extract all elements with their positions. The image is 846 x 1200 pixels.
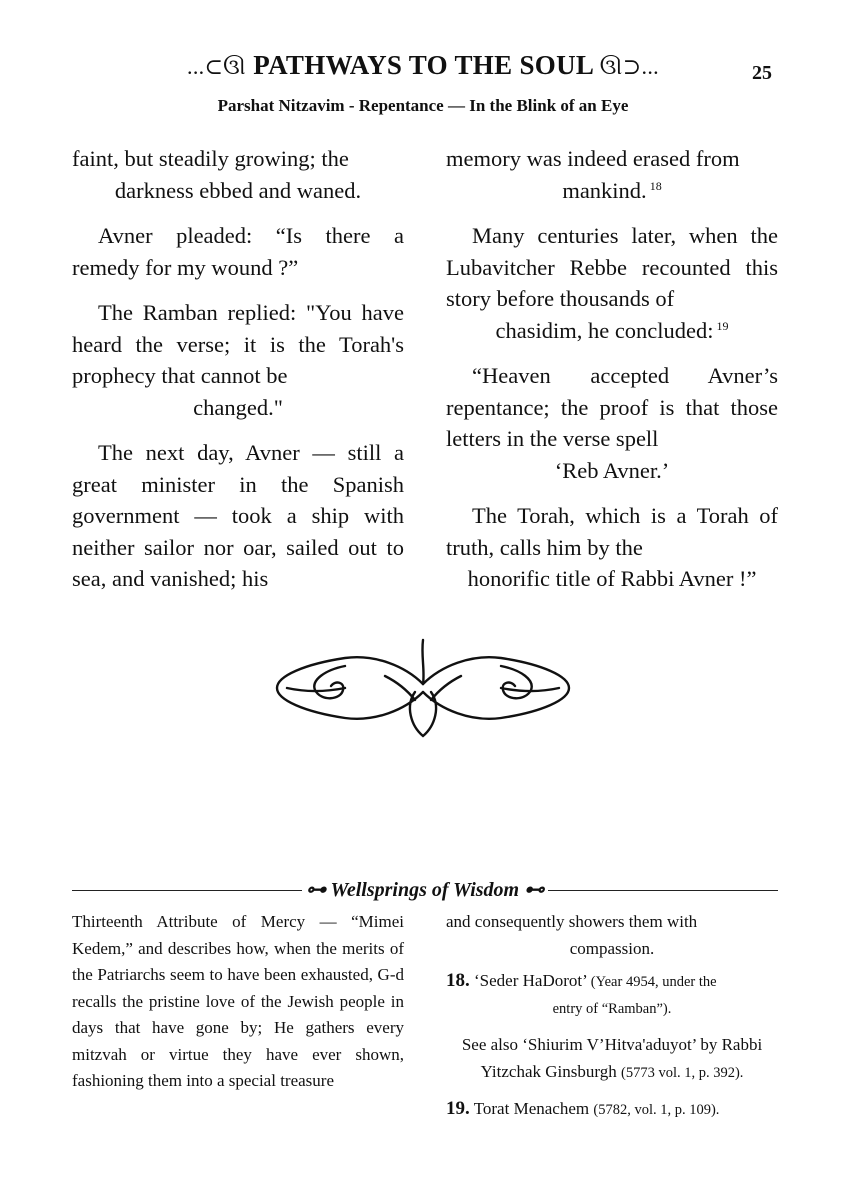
paragraph bbox=[72, 297, 404, 423]
body-column-right bbox=[446, 143, 778, 609]
paragraph: The next day, Avner — still a great minister in the Spanish government — took a ship with neither sailor nor oar, sailed out to sea, and vanished; his bbox=[72, 440, 404, 591]
paragraph: Avner pleaded: “Is there a remedy for my wound ?” bbox=[72, 223, 404, 280]
footnote-18 bbox=[446, 968, 778, 1022]
paragraph bbox=[446, 220, 778, 346]
footnote-number: 18. bbox=[446, 970, 470, 991]
footnote-source: Torat Menachem bbox=[473, 1099, 590, 1118]
footnote-column-left bbox=[72, 909, 404, 1095]
footnote-see-also bbox=[446, 1032, 778, 1086]
text-line: ‘Reb Avner.’ bbox=[554, 457, 670, 483]
footnote-detail: (5773 vol. 1, p. 392). bbox=[620, 1064, 744, 1081]
text-line: Many centuries later, when the Lubavitcher Rebbe recounted this story before thousands of bbox=[446, 223, 778, 311]
footnote-detail: entry of “Ramban”). bbox=[552, 1000, 672, 1017]
text-fragment: mankind. bbox=[562, 177, 647, 203]
footnote-ref[interactable]: 18 bbox=[649, 178, 662, 193]
text-line: memory was indeed erased from bbox=[446, 146, 740, 171]
wellsprings-divider bbox=[72, 876, 778, 904]
book-title: PATHWAYS TO THE SOUL bbox=[253, 50, 593, 80]
text-line bbox=[446, 315, 778, 347]
footnote-source: ‘Seder HaDorot’ bbox=[474, 971, 587, 990]
paragraph-continued bbox=[446, 143, 778, 206]
title-ornament-left-icon: ...⊂ઊ bbox=[187, 54, 247, 79]
text-line: changed." bbox=[193, 394, 283, 420]
page-number: 25 bbox=[752, 62, 772, 84]
wellsprings-title: Wellsprings of Wisdom bbox=[330, 879, 520, 901]
footnote-source: See also ‘Shiurim V’Hitva'aduyot’ by Rabbi Yitzchak Ginsburgh bbox=[461, 1035, 763, 1081]
footnote-detail: (Year 4954, under the bbox=[590, 974, 717, 990]
footnote-column-right bbox=[446, 909, 778, 1124]
scroll-ornament-icon: ⊷ bbox=[524, 879, 545, 901]
chapter-subtitle: Parshat Nitzavim - Repentance — In the Blink of an Eye bbox=[217, 96, 629, 115]
body-column-left bbox=[72, 143, 404, 609]
running-title bbox=[0, 50, 846, 81]
footnote-number: 19. bbox=[446, 1098, 470, 1119]
decorative-flourish-icon bbox=[265, 636, 581, 740]
paragraph bbox=[446, 500, 778, 595]
text-line: darkness ebbed and waned. bbox=[114, 177, 362, 203]
text-line: compassion. bbox=[569, 938, 655, 958]
title-ornament-right-icon: ઊ⊃... bbox=[599, 54, 659, 79]
footnote-19 bbox=[446, 1096, 778, 1124]
text-line bbox=[446, 175, 778, 207]
footnote-detail: (5782, vol. 1, p. 109). bbox=[593, 1102, 720, 1118]
text-line: “Heaven accepted Avner’s repentance; the proof is that those letters in the verse spell bbox=[446, 363, 778, 451]
text-fragment: chasidim, he concluded: bbox=[495, 317, 714, 343]
scroll-ornament-icon: ⊶ bbox=[305, 879, 326, 901]
text-line: The Ramban replied: "You have heard the verse; it is the Torah's prophecy that cannot be bbox=[72, 300, 404, 388]
text-line: and consequently showers them with bbox=[446, 912, 698, 931]
text-line: faint, but steadily growing; the bbox=[72, 146, 349, 171]
footnote-continued: Thirteenth Attribute of Mercy — “Mimei Kedem,” and describes how, when the merits of the Patriarchs seem to have been exhausted, G-d recalls the pristine love of the Jewish people in days that have gone by; He gathers every mitzvah or virtue they have ever shown, fashioning them into a special treasure bbox=[72, 912, 404, 1090]
text-line: honorific title of Rabbi Avner !” bbox=[467, 566, 757, 591]
paragraph bbox=[446, 360, 778, 486]
wellsprings-heading bbox=[72, 876, 778, 904]
footnote-continued bbox=[446, 909, 778, 962]
footnote-ref[interactable]: 19 bbox=[716, 318, 729, 333]
text-line: The Torah, which is a Torah of truth, calls him by the bbox=[446, 503, 778, 560]
paragraph-continued bbox=[72, 143, 404, 206]
